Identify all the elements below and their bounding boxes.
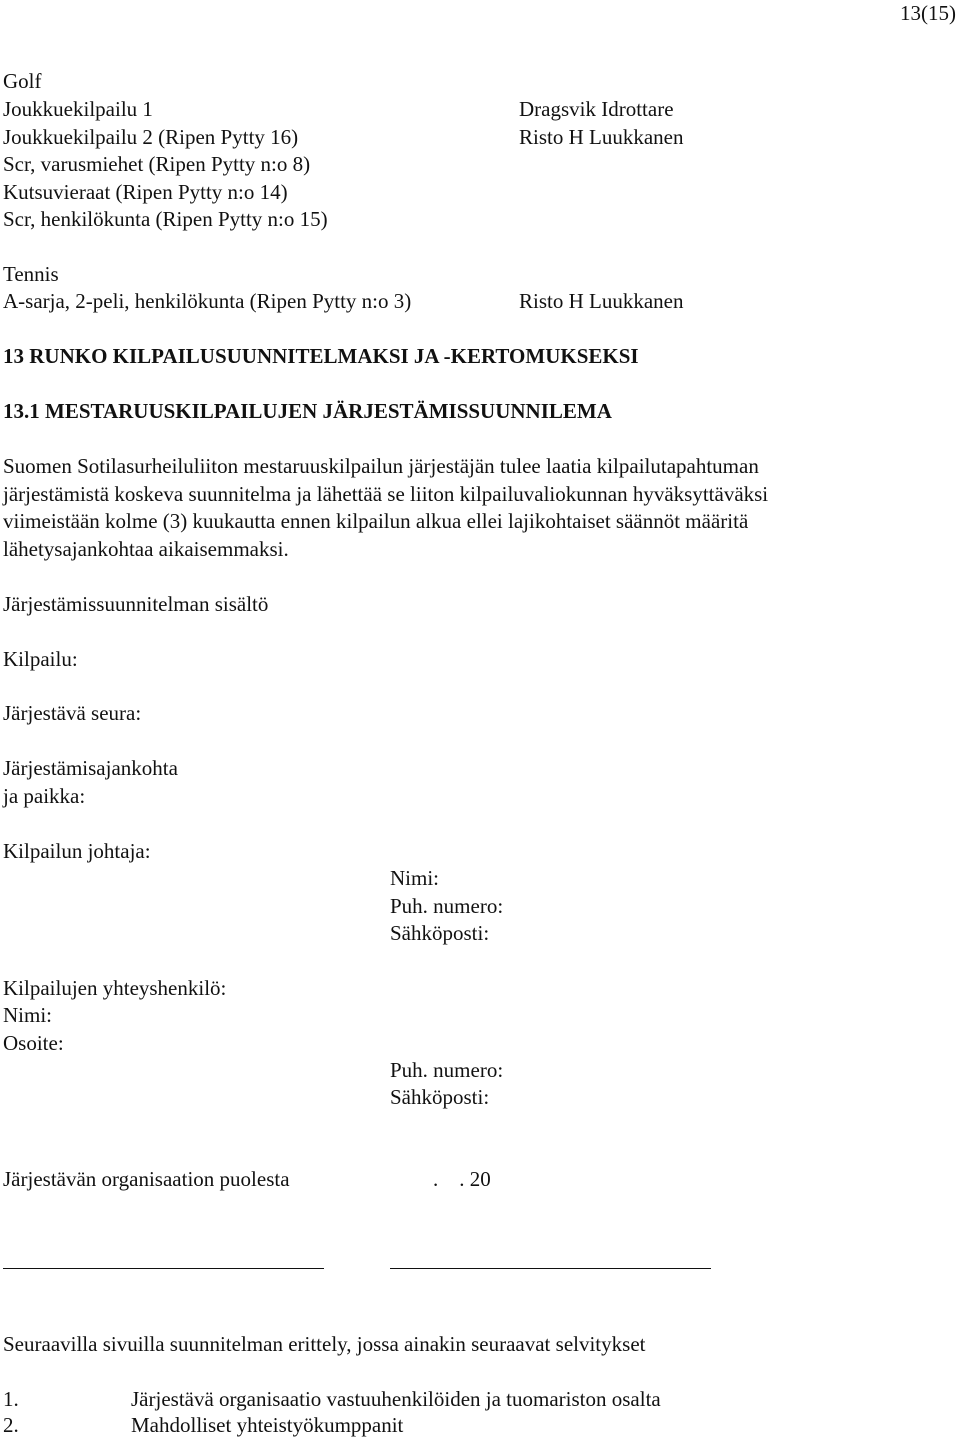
tennis-heading: Tennis xyxy=(3,262,59,286)
subsection-heading: 13.1 MESTARUUSKILPAILUJEN JÄRJESTÄMISSUUNNILEMA xyxy=(3,399,612,423)
director-label: Kilpailun johtaja: xyxy=(3,839,151,863)
list-item: Järjestävä organisaatio vastuuhenkilöiden ja tuomariston osalta xyxy=(131,1387,661,1411)
intro-line: järjestämistä koskeva suunnitelma ja lähettää se liiton kilpailuvaliokunnan hyväksyttäväksi xyxy=(3,482,769,506)
director-name-label: Nimi: xyxy=(390,866,440,890)
list-number: 2. xyxy=(3,1413,19,1437)
golf-heading: Golf xyxy=(3,69,42,93)
golf-event: Joukkuekilpailu 2 (Ripen Pytty 16) xyxy=(3,125,299,149)
name-clarification-line xyxy=(390,1268,711,1269)
section-heading: 13 RUNKO KILPAILUSUUNNITELMAKSI JA -KERTOMUKSEKSI xyxy=(3,344,639,368)
contact-phone-label: Puh. numero: xyxy=(390,1058,504,1082)
golf-event: Scr, henkilökunta (Ripen Pytty n:o 15) xyxy=(3,207,328,231)
page-number: 13(15) xyxy=(900,1,956,25)
director-email-label: Sähköposti: xyxy=(390,921,490,945)
place-label: ja paikka: xyxy=(3,784,86,808)
intro-line: viimeistään kolme (3) kuukautta ennen kilpailun alkua ellei lajikohtaiset säännöt määritä xyxy=(3,509,749,533)
contact-person-label: Kilpailujen yhteyshenkilö: xyxy=(3,976,227,1000)
golf-event: Kutsuvieraat (Ripen Pytty n:o 14) xyxy=(3,180,288,204)
tennis-event: A-sarja, 2-peli, henkilökunta (Ripen Pytty n:o 3) xyxy=(3,289,412,313)
contact-email-label: Sähköposti: xyxy=(390,1085,490,1109)
director-phone-label: Puh. numero: xyxy=(390,894,504,918)
golf-event: Scr, varusmiehet (Ripen Pytty n:o 8) xyxy=(3,152,311,176)
followup-text: Seuraavilla sivuilla suunnitelman erittely, jossa ainakin seuraavat selvitykset xyxy=(3,1332,646,1356)
signature-label: Järjestävän organisaation puolesta xyxy=(3,1167,290,1191)
golf-winner: Risto H Luukkanen xyxy=(519,125,684,149)
intro-line: lähetysajankohtaa aikaisemmaksi. xyxy=(3,537,289,561)
contact-address-label: Osoite: xyxy=(3,1031,64,1055)
organizing-club-label: Järjestävä seura: xyxy=(3,701,142,725)
list-number: 1. xyxy=(3,1387,19,1411)
signature-line xyxy=(3,1268,324,1269)
signature-date: . . 20 xyxy=(433,1167,491,1191)
contact-name-label: Nimi: xyxy=(3,1003,53,1027)
intro-line: Suomen Sotilasurheiluliiton mestaruuskilpailun järjestäjän tulee laatia kilpailutapahtuman xyxy=(3,454,759,478)
list-item: Mahdolliset yhteistyökumppanit xyxy=(131,1413,404,1437)
golf-winner: Dragsvik Idrottare xyxy=(519,97,674,121)
contents-heading: Järjestämissuunnitelman sisältö xyxy=(3,592,269,616)
competition-label: Kilpailu: xyxy=(3,647,78,671)
tennis-winner: Risto H Luukkanen xyxy=(519,289,684,313)
golf-event: Joukkuekilpailu 1 xyxy=(3,97,153,121)
date-label: Järjestämisajankohta xyxy=(3,756,178,780)
